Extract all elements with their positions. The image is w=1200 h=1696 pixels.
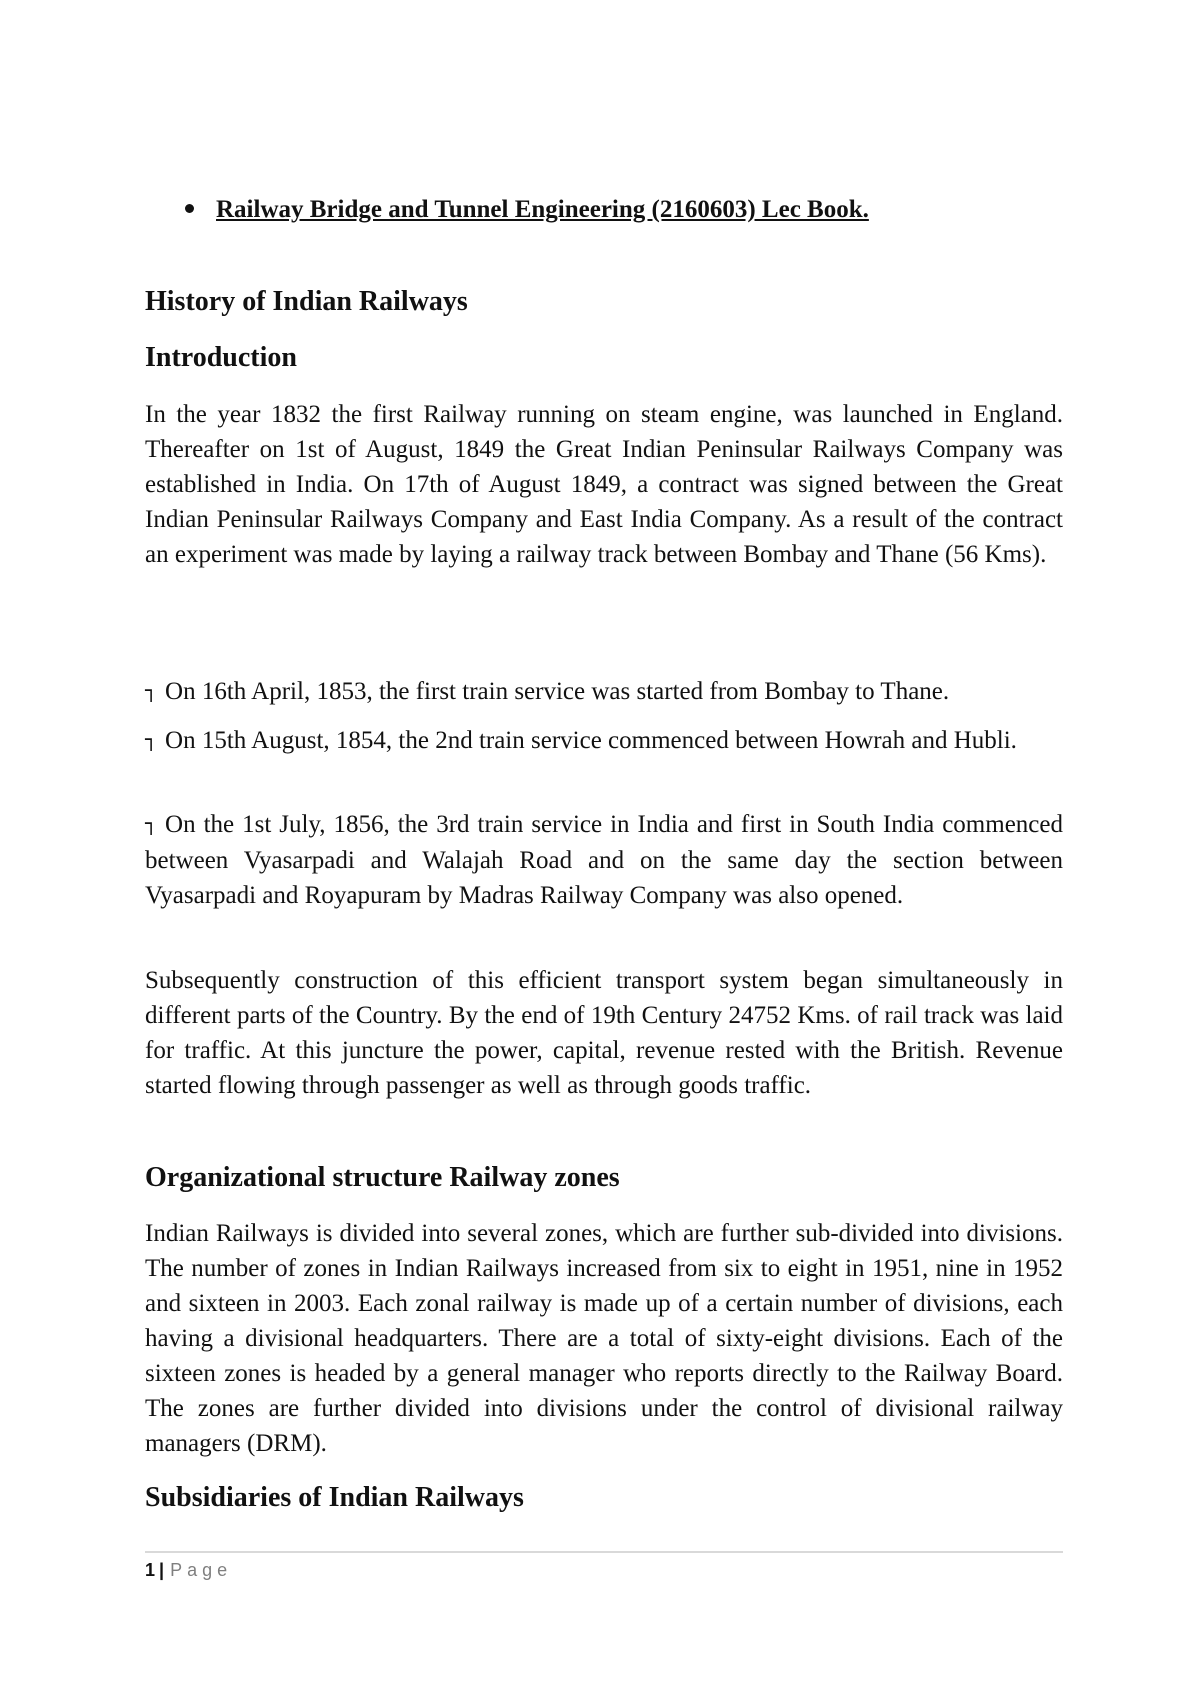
event-item-1 <box>145 674 1063 710</box>
subsequent-paragraph: Subsequently construction of this efficient transport system began simultaneously in different parts of the Country. By the end of 19th Century 24752 Kms. of rail track was laid for traffic. At this juncture the power, capital, revenue rested with the British. Revenue started flowing through passenger as well as through goods traffic. <box>145 967 1063 1099</box>
organizational-structure-heading: Organizational structure Railway zones <box>145 1162 620 1193</box>
event-marker-icon: ┐ <box>145 678 158 702</box>
history-heading: History of Indian Railways <box>145 286 468 317</box>
event-text: On the 1st July, 1856, the 3rd train service in India and first in South India commenced between Vyasarpadi and Walajah Road and on the same day the section between Vyasarpadi and Royapuram by Madras Railway Company was also opened. <box>145 811 1063 909</box>
footer-divider <box>145 1551 1063 1553</box>
event-marker-icon: ┐ <box>145 811 158 835</box>
event-item-2 <box>145 723 1063 759</box>
bullet-dot-icon <box>185 204 194 213</box>
subsidiaries-heading: Subsidiaries of Indian Railways <box>145 1482 524 1513</box>
introduction-paragraph: In the year 1832 the first Railway running on steam engine, was launched in England. Thereafter on 1st of August, 1849 the Great Indian Peninsular Railways Company was established in India. On 17th of August 1849, a contract was signed between the Great Indian Peninsular Railways Company and East India Company. As a result of the contract an experiment was made by laying a railway track between Bombay and Thane (56 Kms). <box>145 401 1063 568</box>
organizational-paragraph: Indian Railways is divided into several zones, which are further sub-divided into divisions. The number of zones in Indian Railways increased from six to eight in 1951, nine in 1952 and sixteen in 2003. Each zonal railway is made up of a certain number of divisions, each having a divisional headquarters. There are a total of sixty-eight divisions. Each of the sixteen zones is headed by a general manager who reports directly to the Railway Board. The zones are further divided into divisions under the control of divisional railway managers (DRM). <box>145 1220 1063 1457</box>
event-marker-icon: ┐ <box>145 727 158 751</box>
page-separator: | <box>159 1560 165 1580</box>
page-number: 1 <box>145 1560 156 1580</box>
page-label: Page <box>170 1560 233 1580</box>
event-text: On 16th April, 1853, the first train service was started from Bombay to Thane. <box>165 678 950 705</box>
lecture-book-bullet <box>185 196 869 224</box>
introduction-heading: Introduction <box>145 342 297 373</box>
event-text: On 15th August, 1854, the 2nd train service commenced between Howrah and Hubli. <box>165 727 1017 754</box>
page-footer <box>145 1560 232 1581</box>
lecture-book-title: Railway Bridge and Tunnel Engineering (2160603) Lec Book. <box>216 196 869 223</box>
event-item-3 <box>145 807 1063 913</box>
